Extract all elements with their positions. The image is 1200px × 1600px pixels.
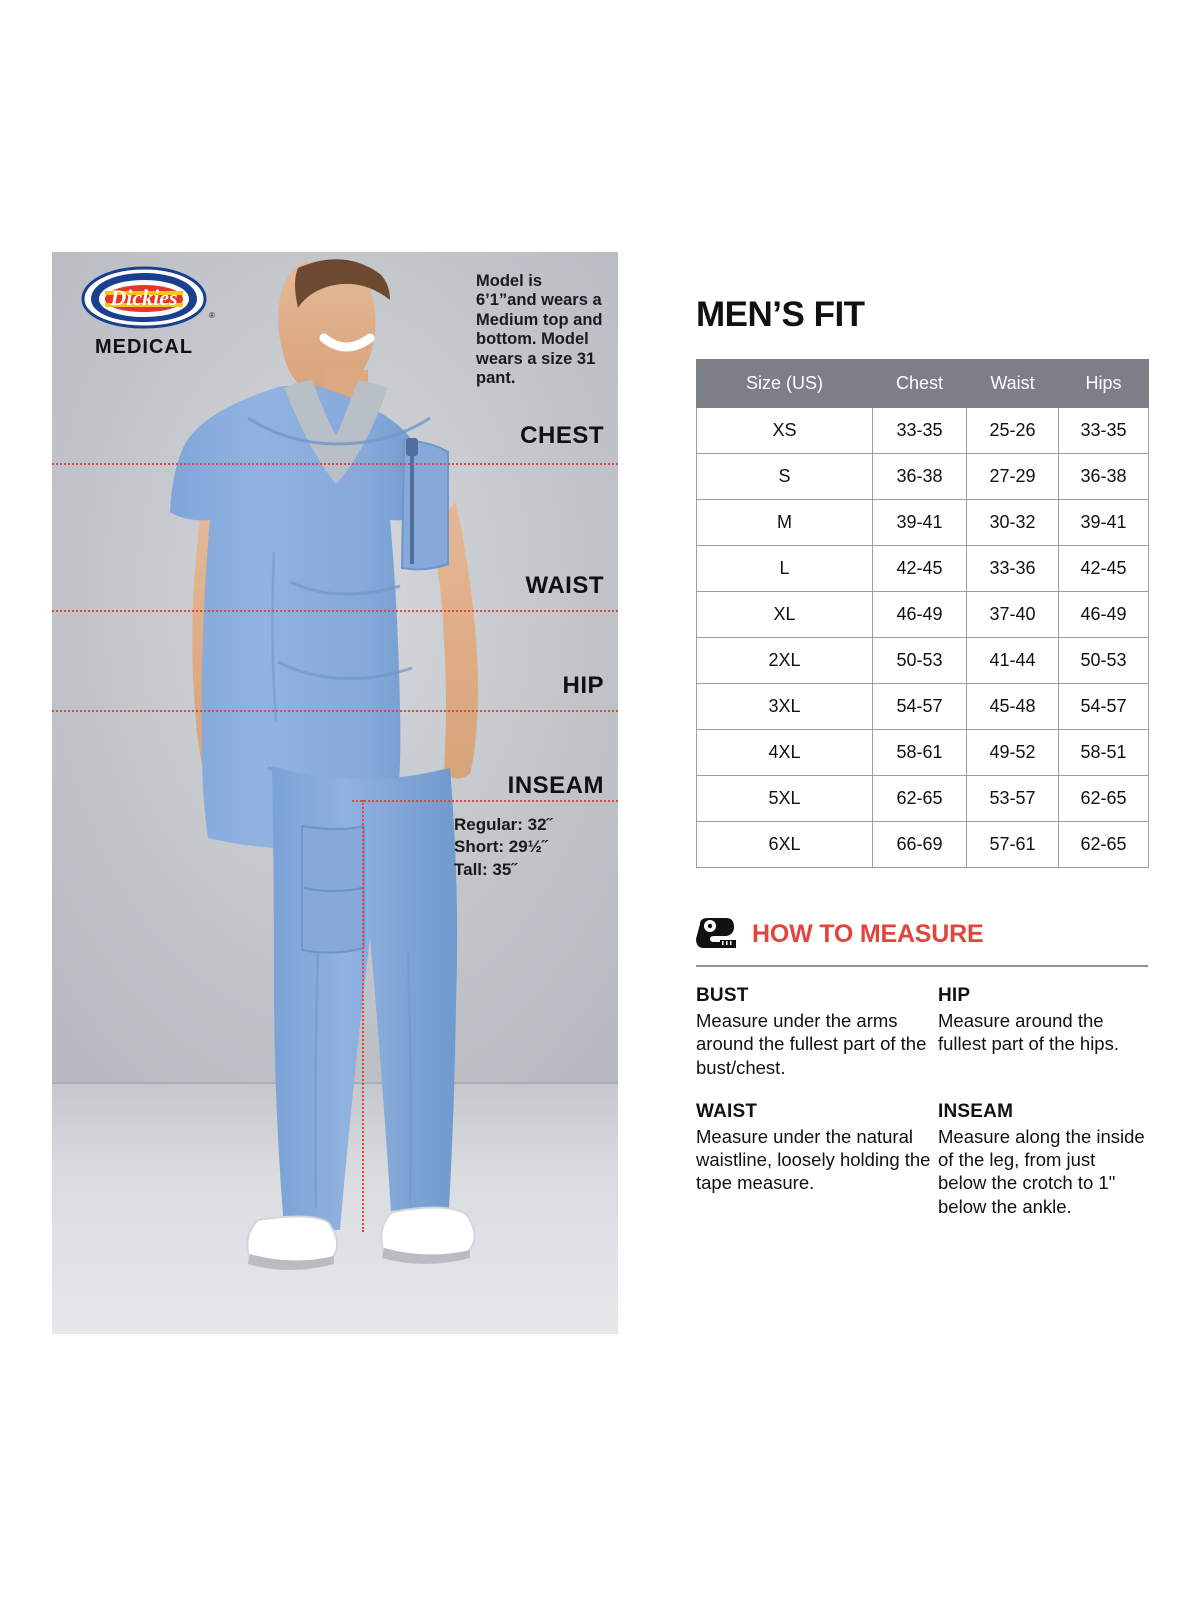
cell-chest: 46-49 <box>873 592 967 638</box>
measure-heading: INSEAM <box>938 1100 1014 1122</box>
cell-hips: 46-49 <box>1059 592 1149 638</box>
cell-waist: 41-44 <box>967 638 1059 684</box>
cell-size: 3XL <box>697 684 873 730</box>
table-row <box>697 592 1149 638</box>
col-header-hips: Hips <box>1059 360 1149 408</box>
how-to-measure-title: HOW TO MEASURE <box>752 920 984 948</box>
inseam-vertical-line <box>362 800 364 1232</box>
waist-guide-line <box>52 610 618 612</box>
col-header-chest: Chest <box>873 360 967 408</box>
cell-chest: 62-65 <box>873 776 967 822</box>
measure-item-waist <box>696 1101 938 1218</box>
measure-heading: BUST <box>696 985 749 1006</box>
cell-waist: 30-32 <box>967 500 1059 546</box>
cell-waist: 33-36 <box>967 546 1059 592</box>
cell-chest: 36-38 <box>873 454 967 500</box>
hip-guide-line <box>52 710 618 712</box>
measure-heading: WAIST <box>696 1100 758 1122</box>
how-to-measure-header <box>696 916 1148 953</box>
tape-measure-icon <box>696 916 740 953</box>
chest-guide-line <box>52 463 618 465</box>
cell-waist: 45-48 <box>967 684 1059 730</box>
measure-text: Measure around the fullest part of the hips. <box>938 1010 1119 1055</box>
table-row <box>697 638 1149 684</box>
table-row <box>697 408 1149 454</box>
measure-item-inseam <box>938 1101 1148 1218</box>
table-header-row <box>697 360 1149 408</box>
svg-text:Dickies: Dickies <box>110 285 178 310</box>
cell-hips: 33-35 <box>1059 408 1149 454</box>
cell-size: 2XL <box>697 638 873 684</box>
cell-hips: 42-45 <box>1059 546 1149 592</box>
measure-text: Measure along the inside of the leg, from just below the crotch to 1" below the ankle. <box>938 1125 1145 1217</box>
inseam-length-note <box>454 814 604 881</box>
brand-sub-label: MEDICAL <box>94 336 194 358</box>
size-chart-table <box>696 359 1149 868</box>
table-row <box>697 500 1149 546</box>
cell-waist: 53-57 <box>967 776 1059 822</box>
cell-chest: 54-57 <box>873 684 967 730</box>
model-note-text: Model is 6’1”and wears a Medium top and bottom. Model wears a size 31 pant. <box>476 272 603 388</box>
inseam-regular: Regular: 32˝ <box>454 815 553 834</box>
col-header-waist: Waist <box>967 360 1059 408</box>
cell-size: XS <box>697 408 873 454</box>
cell-waist: 37-40 <box>967 592 1059 638</box>
cell-size: S <box>697 454 873 500</box>
cell-size: 4XL <box>697 730 873 776</box>
cell-hips: 54-57 <box>1059 684 1149 730</box>
table-row <box>697 454 1149 500</box>
label-waist: WAIST <box>525 572 604 599</box>
cell-size: M <box>697 500 873 546</box>
how-to-measure-section <box>696 916 1148 1218</box>
cell-chest: 39-41 <box>873 500 967 546</box>
measure-text: Measure under the natural waistline, loosely holding the tape measure. <box>696 1125 931 1194</box>
cell-hips: 39-41 <box>1059 500 1149 546</box>
dickies-horseshoe-logo <box>69 266 219 330</box>
inseam-short: Short: 29½˝ <box>454 837 548 857</box>
measure-item-bust <box>696 985 938 1079</box>
cell-hips: 50-53 <box>1059 638 1149 684</box>
table-row <box>697 730 1149 776</box>
cell-hips: 62-65 <box>1059 822 1149 868</box>
brand-logo <box>64 266 224 359</box>
svg-text:®: ® <box>209 311 215 320</box>
table-row <box>697 822 1149 868</box>
cell-size: XL <box>697 592 873 638</box>
cell-hips: 36-38 <box>1059 454 1149 500</box>
cell-size: 6XL <box>697 822 873 868</box>
measure-text: Measure under the arms around the fullest part of the bust/chest. <box>696 1010 927 1078</box>
label-inseam: INSEAM <box>507 772 604 799</box>
cell-waist: 57-61 <box>967 822 1059 868</box>
cell-chest: 42-45 <box>873 546 967 592</box>
cell-waist: 27-29 <box>967 454 1059 500</box>
measure-item-hip <box>938 985 1148 1079</box>
inseam-tall: Tall: 35˝ <box>454 859 517 879</box>
cell-size: 5XL <box>697 776 873 822</box>
label-hip: HIP <box>562 672 604 699</box>
cell-hips: 62-65 <box>1059 776 1149 822</box>
cell-waist: 49-52 <box>967 730 1059 776</box>
section-divider <box>696 965 1148 967</box>
table-row <box>697 776 1149 822</box>
table-row <box>697 684 1149 730</box>
page-title: MEN’S FIT <box>696 295 865 334</box>
table-row <box>697 546 1149 592</box>
cell-waist: 25-26 <box>967 408 1059 454</box>
size-chart-panel <box>696 295 1148 1218</box>
cell-hips: 58-51 <box>1059 730 1149 776</box>
cell-chest: 50-53 <box>873 638 967 684</box>
inseam-guide-line <box>352 800 618 802</box>
label-chest: CHEST <box>520 422 604 449</box>
cell-chest: 33-35 <box>873 408 967 454</box>
model-photo-panel <box>52 252 618 1334</box>
cell-chest: 58-61 <box>873 730 967 776</box>
col-header-size: Size (US) <box>697 360 873 408</box>
cell-size: L <box>697 546 873 592</box>
measure-heading: HIP <box>938 985 971 1006</box>
cell-chest: 66-69 <box>873 822 967 868</box>
